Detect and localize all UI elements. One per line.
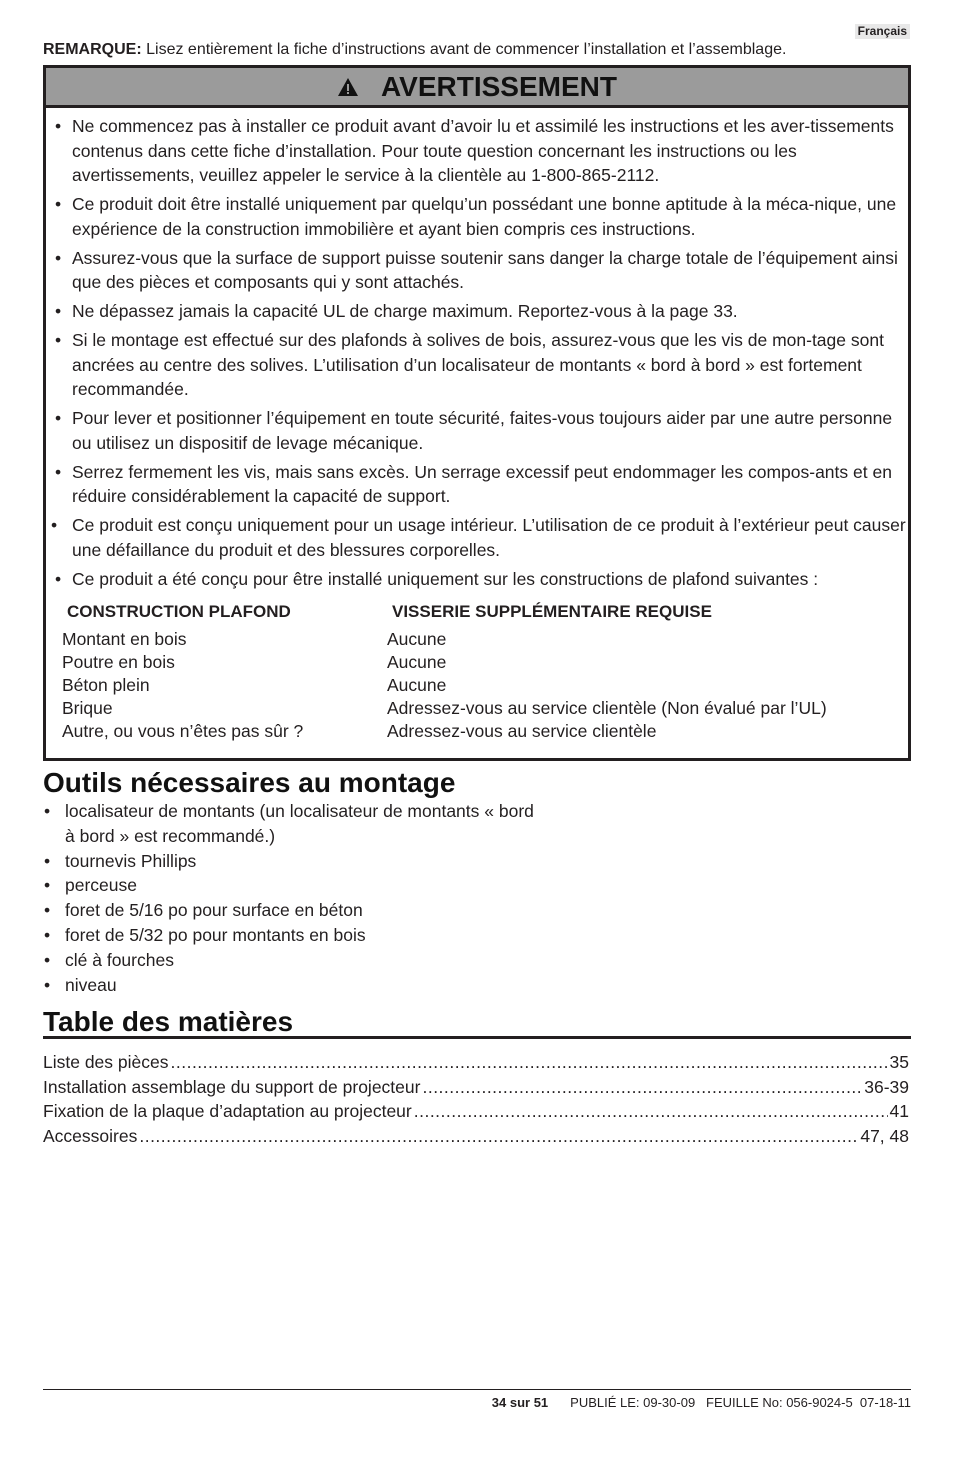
- warning-item: • Ce produit doit être installé uniquement par quelqu’un possédant une bonne aptitude à la méca-nique, une expérience de la construction immobilière et ayant bien compris ces instructions.: [55, 194, 897, 239]
- warning-item: • Si le montage est effectué sur des plafonds à solives de bois, assurez-vous que les vis de mon-tage sont ancrées au centre des solives. L’utilisation d’un localisateur de montants « bord à bord » est fortement recommandée.: [55, 330, 884, 399]
- toc-entry[interactable]: [43, 1124, 909, 1149]
- warning-header: [46, 68, 908, 108]
- warning-item: • Ce produit a été conçu pour être installé uniquement sur les constructions de plafond suivantes :: [55, 568, 819, 589]
- warning-bullets: [51, 114, 908, 596]
- remark-label: REMARQUE:: [43, 41, 142, 58]
- toc-entry-label: Fixation de la plaque d’adaptation au projecteur: [43, 1101, 412, 1122]
- warning-item: • Pour lever et positionner l’équipement en toute sécurité, faites-vous toujours aider par une autre personne ou utilisez un dispositif de levage mécanique.: [55, 408, 893, 453]
- toc-entry[interactable]: [43, 1099, 909, 1124]
- footer: [492, 1394, 911, 1411]
- list-item: • tournevis Phillips: [44, 850, 197, 871]
- toc-entry-page: 36-39: [864, 1076, 909, 1097]
- list-item: • localisateur de montants (un localisateur de montants « bord à bord » est recommandé.): [44, 801, 534, 846]
- remark-text: Lisez entièrement la fiche d’instructions avant de commencer l’installation et l’assemblage.: [141, 41, 787, 58]
- table-of-contents: [43, 1050, 909, 1148]
- toc-entry-label: Installation assemblage du support de projecteur: [43, 1076, 421, 1097]
- tools-heading: Outils nécessaires au montage: [43, 767, 456, 798]
- footer-divider: [43, 1389, 911, 1390]
- table-row: Montant en bois Aucune: [62, 629, 447, 649]
- remark-note: [43, 40, 913, 60]
- toc-entry-label: Liste des pièces: [43, 1052, 169, 1072]
- table-row: Autre, ou vous n’êtes pas sûr ? Adressez-vous au service clientèle: [62, 721, 657, 741]
- toc-entry-page: 47, 48: [860, 1125, 909, 1146]
- toc-entry[interactable]: [43, 1075, 909, 1100]
- warning-title: AVERTISSEMENT: [381, 71, 617, 102]
- toc-entry[interactable]: [43, 1050, 909, 1075]
- language-tag: Français: [855, 24, 910, 39]
- warning-triangle-icon: [337, 77, 359, 97]
- publication-info: PUBLIÉ LE: 09-30-09 FEUILLE No: 056-9024-5 07-18-11: [570, 1395, 911, 1410]
- page-number: 34 sur 51: [491, 1395, 549, 1410]
- table-row: Poutre en bois Aucune: [62, 652, 447, 672]
- warning-item: • Assurez-vous que la surface de support puisse soutenir sans danger la charge totale de l’équipement ainsi que des pièces et composants qui y sont attachés.: [55, 247, 898, 292]
- toc-entry-label: Accessoires: [43, 1125, 138, 1146]
- list-item: • clé à fourches: [44, 949, 174, 970]
- table-row: Béton plein Aucune: [62, 675, 447, 695]
- list-item: • foret de 5/16 po pour surface en béton: [44, 900, 363, 921]
- warning-box: [43, 65, 911, 761]
- toc-heading: Table des matières: [43, 1005, 911, 1039]
- table-header-hardware: VISSERIE SUPPLÉMENTAIRE REQUISE: [392, 602, 712, 621]
- table-row: Brique Adressez-vous au service clientèle (Non évalué par l’UL): [62, 698, 827, 718]
- list-item: • perceuse: [44, 875, 137, 896]
- list-item: • niveau: [44, 974, 117, 995]
- toc-entry-page: 35: [889, 1052, 909, 1072]
- table-header-construction: CONSTRUCTION PLAFOND: [67, 602, 291, 621]
- toc-entry-page: 41: [889, 1101, 909, 1122]
- warning-item: • Serrez fermement les vis, mais sans excès. Un serrage excessif peut endommager les compos-ants et en réduire considérablement la capacité de support.: [55, 461, 892, 506]
- warning-item: • Ce produit est conçu uniquement pour un usage intérieur. L’utilisation de ce produit à l’extérieur peut causer une défaillance du produit et des blessures corporelles.: [51, 515, 906, 560]
- list-item: • foret de 5/32 po pour montants en bois: [44, 924, 366, 945]
- tools-list: [43, 799, 543, 997]
- warning-item: • Ne dépassez jamais la capacité UL de charge maximum. Reportez-vous à la page 33.: [55, 301, 738, 321]
- warning-item: • Ne commencez pas à installer ce produit avant d’avoir lu et assimilé les instructions et les aver-tissements contenus dans cette fiche d’installation. Pour toute question concernant les instructions ou les avertissements, veuillez appeler le service à la clientèle au 1-800-865-2112.: [55, 116, 894, 185]
- construction-table: [62, 600, 898, 743]
- table-header-row: [62, 600, 898, 623]
